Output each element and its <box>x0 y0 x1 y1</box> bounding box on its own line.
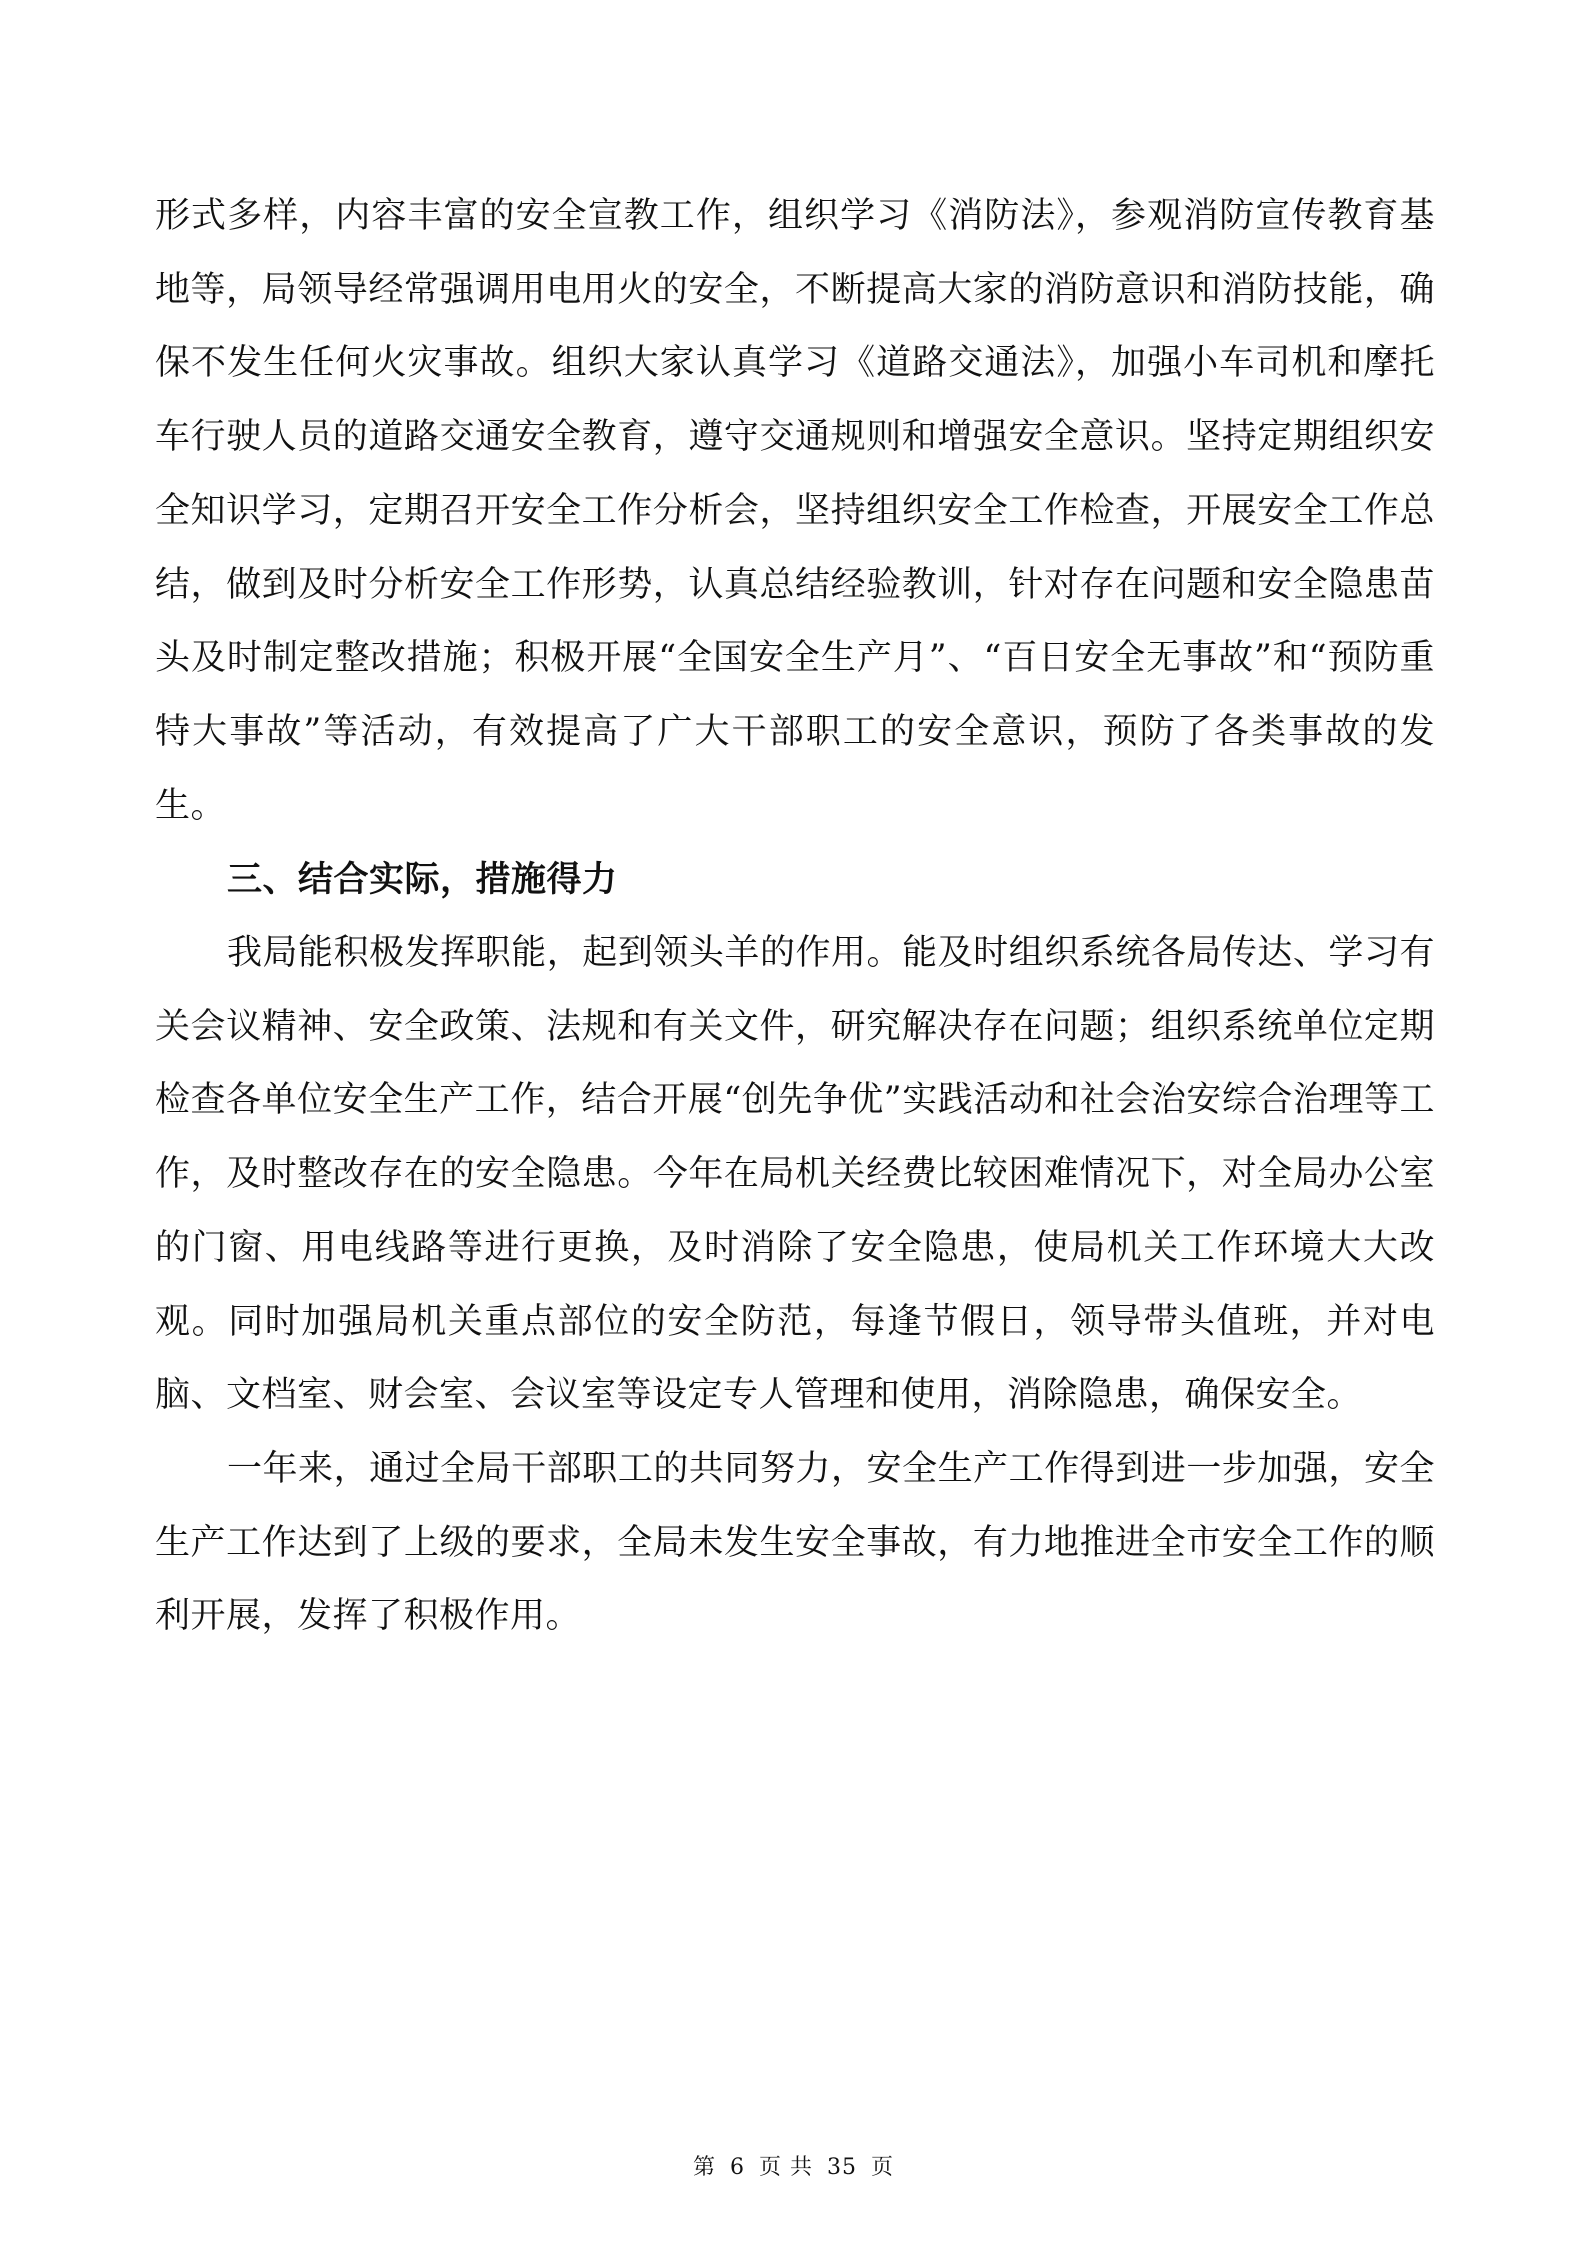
footer-total-pages: 35 <box>827 2155 857 2180</box>
footer-prefix: 第 <box>692 2155 716 2180</box>
footer-middle: 页 共 <box>759 2155 813 2180</box>
footer-suffix: 页 <box>871 2155 895 2180</box>
body-paragraph: 形式多样，内容丰富的安全宣教工作，组织学习《消防法》，参观消防宣传教育基地等，局领导经常强调用电用火的安全，不断提高大家的消防意识和消防技能，确保不发生任何火灾事故。组织大家认真学习《道路交通法》，加强小车司机和摩托车行驶人员的道路交通安全教育，遵守交通规则和增强安全意识。坚持定期组织安全知识学习，定期召开安全工作分析会，坚持组织安全工作检查，开展安全工作总结，做到及时分析安全工作形势，认真总结经验教训，针对存在问题和安全隐患苗头及时制定整改措施；积极开展“全国安全生产月”、“百日安全无事故”和“预防重特大事故”等活动，有效提高了广大干部职工的安全意识，预防了各类事故的发生。 <box>155 196 1435 826</box>
page-footer <box>0 2150 1587 2181</box>
document-body <box>155 180 1435 1654</box>
body-paragraph: 我局能积极发挥职能，起到领头羊的作用。能及时组织系统各局传达、学习有关会议精神、安全政策、法规和有关文件，研究解决存在问题；组织系统单位定期检查各单位安全生产工作，结合开展“创先争优”实践活动和社会治安综合治理等工作，及时整改存在的安全隐患。今年在局机关经费比较困难情况下，对全局办公室的门窗、用电线路等进行更换，及时消除了安全隐患，使局机关工作环境大大改观。同时加强局机关重点部位的安全防范，每逢节假日，领导带头值班，并对电脑、文档室、财会室、会议室等设定专人管理和使用，消除隐患，确保安全。 <box>155 933 1435 1416</box>
section-heading: 三、结合实际，措施得力 <box>227 859 618 901</box>
body-paragraph: 一年来，通过全局干部职工的共同努力，安全生产工作得到进一步加强，安全生产工作达到了上级的要求，全局未发生安全事故，有力地推进全市安全工作的顺利开展，发挥了积极作用。 <box>155 1448 1435 1637</box>
footer-current-page: 6 <box>730 2155 745 2180</box>
